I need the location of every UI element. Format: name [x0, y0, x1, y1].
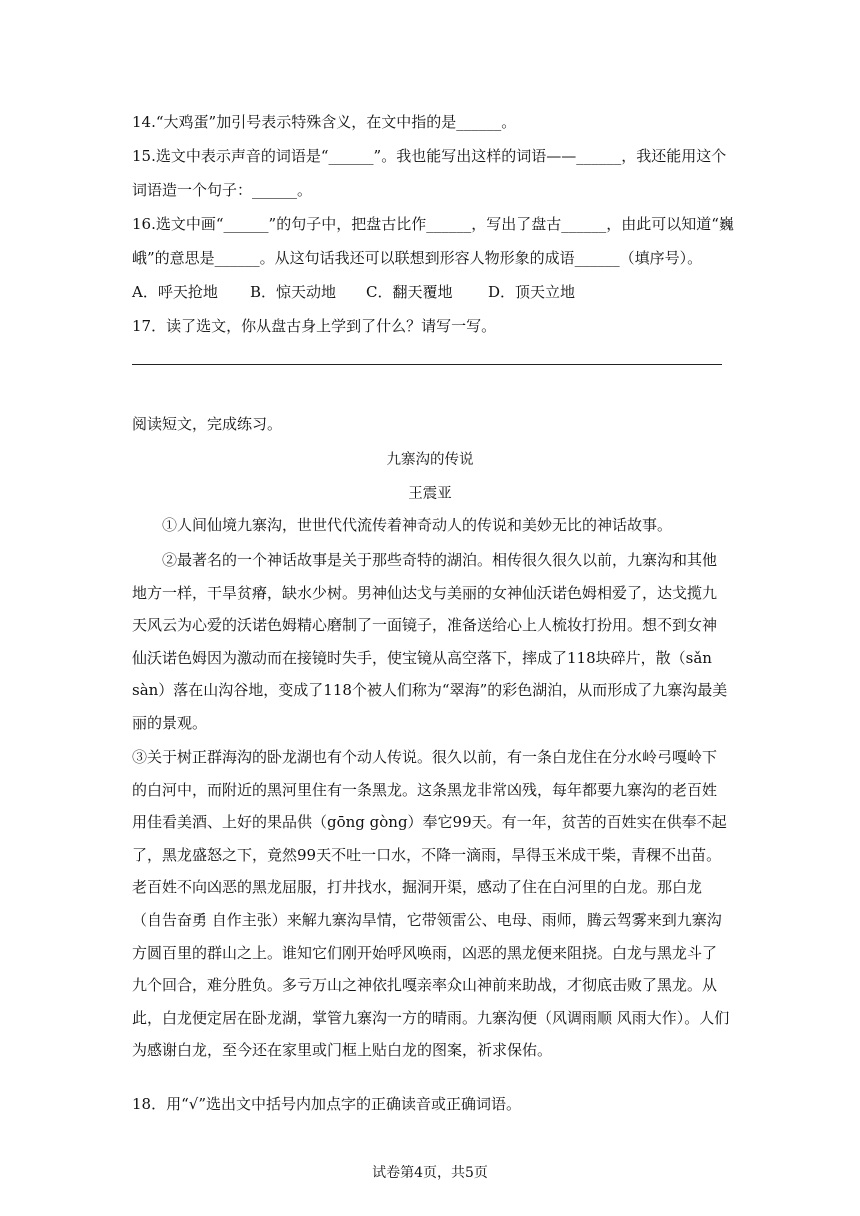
option-b: B．惊天动地: [250, 283, 337, 301]
option-d: D．顶天立地: [488, 283, 576, 301]
question-15-line-1: 15.选文中表示声音的词语是“______”。我也能写出这样的词语——______，我还能用这个: [132, 147, 727, 165]
paragraph-2: ②最著名的一个神话故事是关于那些奇特的湖泊。相传很久很久以前，九寨沟和其他地方一样，干旱贫瘠，缺水少树。男神仙达戈与美丽的女神仙沃诺色姆相爱了，达戈揽九天风云为心爱的沃诺色姆精心磨制了一面镜子，准备送给心上人梳妆打扮用。想不到女神仙沃诺色姆因为激动而在接镜时失手，使宝镜从高空落下，摔成了118块碎片，散（sǎn sàn）落在山沟谷地，变成了118个被人们称为“翠海”的彩色湖泊，从而形成了九寨沟最美丽的景观。: [132, 551, 728, 732]
question-16-line-1: 16.选文中画“______”的句子中，把盘古比作______，写出了盘古______，由此可以知道“巍: [132, 215, 734, 233]
question-16-options: [132, 282, 575, 302]
question-14: 14.“大鸡蛋”加引号表示特殊含义，在文中指的是______。: [132, 113, 517, 131]
question-16-line-2: 峨”的意思是______。从这句话我还可以联想到形容人物形象的成语______（填序号）。: [132, 249, 703, 267]
paragraph-1: ①人间仙境九寨沟，世世代代流传着神奇动人的传说和美妙无比的神话故事。: [162, 516, 673, 534]
question-18: 18．用“√”选出文中括号内加点字的正确读音或正确词语。: [132, 1095, 521, 1113]
page-footer: 试卷第4页，共5页: [372, 1165, 488, 1181]
question-17: 17．读了选文，你从盘古身上学到了什么？请写一写。: [132, 317, 497, 335]
reading-instruction: 阅读短文，完成练习。: [132, 415, 283, 433]
option-c: C．翻天覆地: [366, 283, 453, 301]
passage-title: 九寨沟的传说: [386, 452, 474, 468]
option-a: A．呼天抢地: [132, 283, 218, 301]
question-15-line-2: 词语造一个句子：______。: [132, 181, 313, 199]
answer-line: [132, 364, 722, 365]
passage-author: 王震亚: [408, 486, 452, 502]
paragraph-3: ③关于树正群海沟的卧龙湖也有个动人传说。很久以前，有一条白龙住在分水岭弓嘎岭下的白河中，而附近的黑河里住有一条黑龙。这条黑龙非常凶残，每年都要九寨沟的老百姓用佳看美酒、上好的果品供（gōng gòng）奉它99天。有一年，贫苦的百姓实在供奉不起了，黑龙盛怒之下，竟然99天不吐一口水，不降一滴雨，旱得玉米成干柴，青稞不出苗。老百姓不向凶恶的黑龙屈服，打井找水，掘洞开渠，感动了住在白河里的白龙。那白龙（自告奋勇 自作主张）来解九寨沟旱情，它带领雷公、电母、雨师，腾云驾雾来到九寨沟方圆百里的群山之上。谁知它们刚开始呼风唤雨，凶恶的黑龙便来阻挠。白龙与黑龙斗了九个回合，难分胜负。多亏万山之神依扎嘎亲率众山神前来助战，才彻底击败了黑龙。从此，白龙便定居在卧龙湖，掌管九寨沟一方的晴雨。九寨沟便（风调雨顺 风雨大作）。人们为感谢白龙，至今还在家里或门框上贴白龙的图案，祈求保佑。: [132, 748, 730, 1060]
